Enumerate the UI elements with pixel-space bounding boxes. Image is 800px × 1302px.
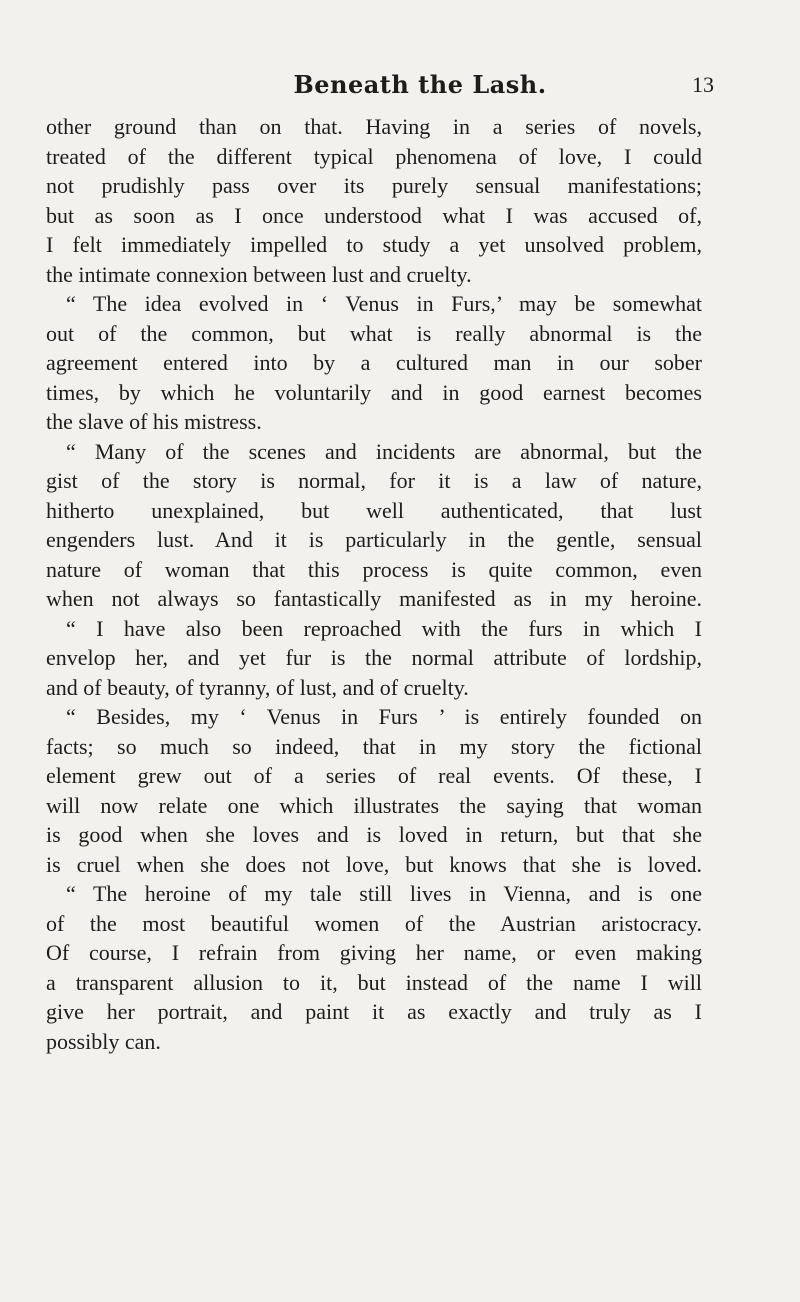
text-line: Of course, I refrain from giving her name, or even making bbox=[46, 940, 702, 965]
text-line: the slave of his mistress. bbox=[46, 409, 262, 434]
text-line: out of the common, but what is really abnormal is the bbox=[46, 320, 702, 346]
text-line: when not always so fantastically manifested as in my heroine. bbox=[46, 586, 702, 611]
text-line: “ The idea evolved in ‘ Venus in Furs,’ may be somewhat bbox=[66, 291, 702, 316]
text-line: envelop her, and yet fur is the normal attribute of lordship, bbox=[46, 645, 702, 670]
text-line: times, by which he voluntarily and in good earnest becomes bbox=[46, 379, 702, 405]
text-line: gist of the story is normal, for it is a law of nature, bbox=[46, 468, 702, 493]
page-number: 13 bbox=[692, 72, 714, 97]
text-line: element grew out of a series of real events. Of these, I bbox=[46, 763, 702, 788]
text-line: will now relate one which illustrates the saying that woman bbox=[46, 792, 702, 818]
text-line: the intimate connexion between lust and cruelty. bbox=[46, 261, 472, 287]
text-line: is good when she loves and is loved in return, but that she bbox=[46, 822, 702, 847]
text-line: “ The heroine of my tale still lives in Vienna, and is one bbox=[66, 881, 702, 906]
text-line: “ I have also been reproached with the furs in which I bbox=[66, 615, 702, 641]
text-line: but as soon as I once understood what I was accused of, bbox=[46, 202, 702, 228]
text-line: “ Many of the scenes and incidents are abnormal, but the bbox=[66, 438, 702, 464]
text-line: engenders lust. And it is particularly in the gentle, sensual bbox=[46, 527, 702, 552]
text-line: treated of the different typical phenomena of love, I could bbox=[46, 143, 702, 169]
text-line: of the most beautiful women of the Austrian aristocracy. bbox=[46, 910, 702, 936]
text-line: I felt immediately impelled to study a yet unsolved problem, bbox=[46, 232, 702, 257]
text-line: facts; so much so indeed, that in my story the fictional bbox=[46, 733, 702, 759]
text-line: “ Besides, my ‘ Venus in Furs ’ is entirely founded on bbox=[66, 704, 702, 729]
text-line: a transparent allusion to it, but instead of the name I will bbox=[46, 969, 702, 995]
text-line: not prudishly pass over its purely sensual manifestations; bbox=[46, 173, 702, 198]
text-line: agreement entered into by a cultured man in our sober bbox=[46, 350, 702, 375]
text-line: other ground than on that. Having in a series of novels, bbox=[46, 114, 702, 139]
body-text bbox=[46, 112, 702, 1056]
text-line: and of beauty, of tyranny, of lust, and of cruelty. bbox=[46, 674, 469, 700]
text-line: nature of woman that this process is quite common, even bbox=[46, 556, 702, 582]
text-line: give her portrait, and paint it as exactly and truly as I bbox=[46, 999, 702, 1024]
text-line: hitherto unexplained, but well authenticated, that lust bbox=[46, 497, 702, 523]
text-line: is cruel when she does not love, but knows that she is loved. bbox=[46, 851, 702, 877]
running-title: Beneath the Lash. bbox=[293, 70, 547, 99]
text-line: possibly can. bbox=[46, 1028, 161, 1054]
page-header bbox=[0, 70, 800, 110]
